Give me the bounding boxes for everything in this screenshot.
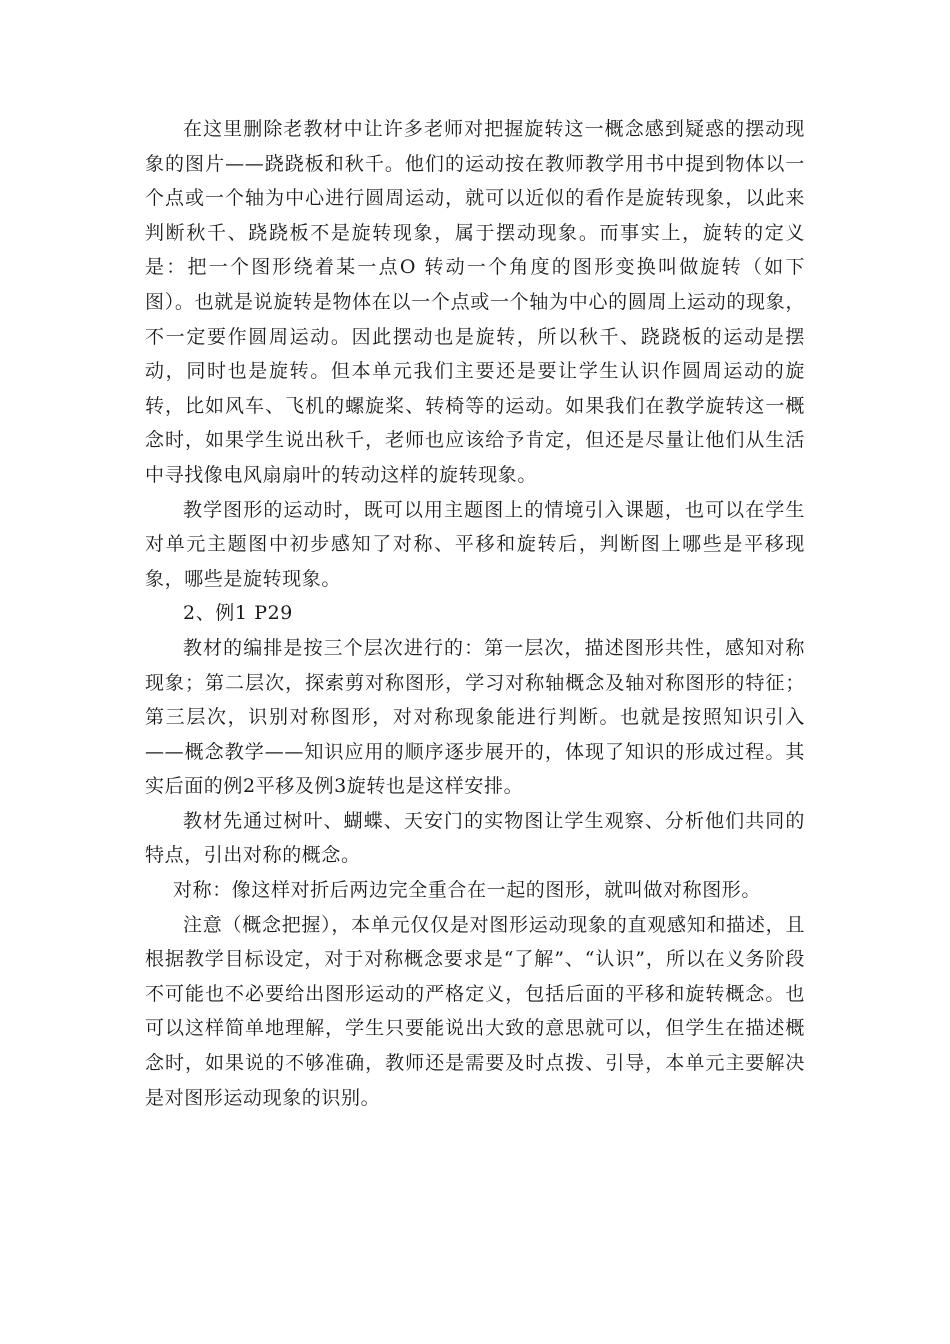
paragraph-rotation-swing: 在这里删除老教材中让许多老师对把握旋转这一概念感到疑惑的摆动现象的图片——跷跷板和秋千。他们的运动按在教师教学用书中提到物体以一个点或一个轴为中心进行圆周运动，就可以近似的看作是旋转现象，以此来判断秋千、跷跷板不是旋转现象，属于摆动现象。而事实上，旋转的定义是：把一个图形绕着某一点O 转动一个角度的图形变换叫做旋转（如下图）。也就是说旋转是物体在以一个点或一个轴为中心的圆周上运动的现象，不一定要作圆周运动。因此摆动也是旋转，所以秋千、跷跷板的运动是摆动，同时也是旋转。但本单元我们主要还是要让学生认识作圆周运动的旋转，比如风车、飞机的螺旋桨、转椅等的运动。如果我们在教学旋转这一概念时，如果学生说出秋千，老师也应该给予肯定，但还是尽量让他们从生活中寻找像电风扇扇叶的转动这样的旋转现象。 — [145, 118, 805, 486]
paragraph-teaching-intro: 教学图形的运动时，既可以用主题图上的情境引入课题，也可以在学生对单元主题图中初步感知了对称、平移和旋转后，判断图上哪些是平移现象，哪些是旋转现象。 — [145, 498, 805, 590]
paragraph-symmetry-definition: 对称：像这样对折后两边完全重合在一起的图形，就叫做对称图形。 — [173, 879, 762, 902]
paragraph-symmetry-observation: 教材先通过树叶、蝴蝶、天安门的实物图让学生观察、分析他们共同的特点，引出对称的概念。 — [145, 809, 805, 867]
paragraph-concept-note: 注意（概念把握），本单元仅仅是对图形运动现象的直观感知和描述，且根据教学目标设定，对于对称概念要求是“了解”、“认识”，所以在义务阶段不可能也不必要给出图形运动的严格定义，包括后面的平移和旋转概念。也可以这样简单地理解，学生只要能说出大致的意思就可以，但学生在描述概念时，如果说的不够准确，教师还是需要及时点拨、引导，本单元主要解决是对图形运动现象的识别。 — [145, 913, 805, 1109]
paragraph-textbook-layers: 教材的编排是按三个层次进行的：第一层次，描述图形共性，感知对称现象；第二层次，探索剪对称图形，学习对称轴概念及轴对称图形的特征；第三层次，识别对称图形，对对称现象能进行判断。也就是按照知识引入——概念教学——知识应用的顺序逐步展开的，体现了知识的形成过程。其实后面的例2平移及例3旋转也是这样安排。 — [145, 636, 805, 798]
section-heading-example-1: 2、例1 P29 — [183, 602, 293, 625]
document-body — [145, 112, 805, 1115]
